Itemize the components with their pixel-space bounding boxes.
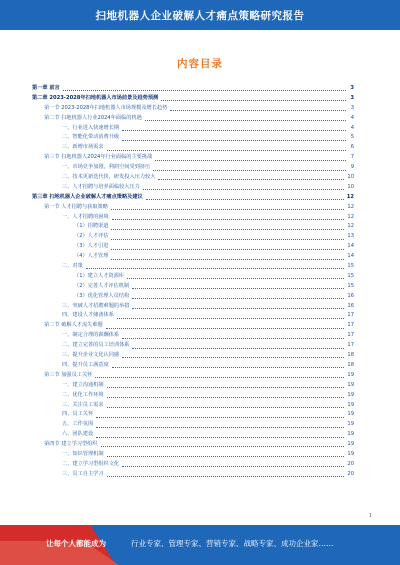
toc-entry-page: 18 xyxy=(345,361,354,371)
toc-leader-dots xyxy=(158,179,346,180)
toc-entry-label: 四、员工关怀 xyxy=(62,410,95,420)
toc-entry-page: 12 xyxy=(345,222,354,232)
toc-leader-dots xyxy=(111,249,346,250)
toc-entry-label: 第二节 破解人才流失难题 xyxy=(44,321,105,331)
toc-entry-page: 19 xyxy=(345,410,354,420)
toc-entry-page: 12 xyxy=(345,193,354,203)
toc-entry-label: 二、智能化带动消费升级 xyxy=(62,133,121,143)
toc-entry-label: 第二节 扫地机器人行业2024年面临的机遇 xyxy=(44,114,144,124)
toc-heading: 内容目录 xyxy=(177,58,223,70)
toc-entry-page: 19 xyxy=(345,450,354,460)
toc-entry-label: 三、新增市场需求 xyxy=(62,143,106,153)
toc-entry-page: 17 xyxy=(345,331,354,341)
toc-leader-dots xyxy=(153,170,346,171)
toc-leader-dots xyxy=(161,100,346,101)
footer-slogan: 让每个人都能成为 xyxy=(46,539,106,548)
toc-entry-page: 19 xyxy=(345,420,354,430)
toc-leader-dots xyxy=(112,219,346,220)
toc-entry-label: 一、行业进入快速增长期 xyxy=(62,124,121,134)
toc-entry-page: 14 xyxy=(345,252,354,262)
toc-leader-dots xyxy=(86,268,346,269)
toc-entry-page: 20 xyxy=(345,470,354,480)
toc-entry-page: 12 xyxy=(345,203,354,213)
toc-entry[interactable] xyxy=(32,450,354,460)
toc-entry-label: 一、制定合理的薪酬体系 xyxy=(62,331,121,341)
toc-entry-label: 三、关注员工需求 xyxy=(62,401,106,411)
toc-entry[interactable] xyxy=(32,242,354,252)
toc-entry-page: 15 xyxy=(345,272,354,282)
toc-entry[interactable] xyxy=(32,292,354,302)
toc-entry[interactable] xyxy=(32,470,354,480)
toc-entry-label: （3）人才引进 xyxy=(74,242,110,252)
toc-leader-dots xyxy=(112,367,346,368)
toc-leader-dots xyxy=(95,377,346,378)
toc-entry-page: 17 xyxy=(345,321,354,331)
toc-entry-label: （2）完善人才评估机制 xyxy=(74,282,131,292)
toc-entry-page: 14 xyxy=(345,242,354,252)
toc-entry-page: 19 xyxy=(345,371,354,381)
toc-entry-page: 16 xyxy=(345,302,354,312)
toc-entry[interactable] xyxy=(32,331,354,341)
toc-entry-page: 6 xyxy=(349,143,354,153)
toc-entry[interactable] xyxy=(32,430,354,440)
toc-entry[interactable] xyxy=(32,163,354,173)
toc-entry[interactable] xyxy=(32,311,354,321)
toc-entry-label: 四、提升员工满意度 xyxy=(62,361,111,371)
toc-entry-page: 10 xyxy=(345,183,354,193)
toc-leader-dots xyxy=(145,120,346,121)
toc-leader-dots xyxy=(96,427,346,428)
toc-entry-label: 一、知识管理机制 xyxy=(62,450,106,460)
toc-entry-label: 二、建立学习型组织文化 xyxy=(62,460,121,470)
toc-leader-dots xyxy=(107,397,346,398)
report-header xyxy=(0,0,400,30)
toc-entry-page: 3 xyxy=(348,84,354,94)
toc-entry[interactable] xyxy=(32,133,354,143)
toc-leader-dots xyxy=(132,348,346,349)
toc-leader-dots xyxy=(111,209,346,210)
toc-entry-label: 四、建设人才储备体系 xyxy=(62,311,116,321)
toc-entry-page: 19 xyxy=(345,391,354,401)
toc-leader-dots xyxy=(170,110,346,111)
table-of-contents xyxy=(32,84,354,480)
toc-leader-dots xyxy=(117,318,346,319)
toc-entry[interactable] xyxy=(32,440,354,450)
toc-leader-dots xyxy=(122,338,346,339)
toc-entry-page: 19 xyxy=(345,401,354,411)
toc-leader-dots xyxy=(107,407,346,408)
toc-entry[interactable] xyxy=(32,460,354,470)
toc-entry[interactable] xyxy=(32,262,354,272)
toc-entry-label: （1）建立人才资源库 xyxy=(74,272,126,282)
toc-leader-dots xyxy=(96,437,346,438)
toc-leader-dots xyxy=(146,199,346,200)
toc-entry[interactable] xyxy=(32,410,354,420)
toc-entry-label: 三、员工自主学习 xyxy=(62,470,106,480)
toc-entry-label: 二、对策 xyxy=(62,262,85,272)
toc-leader-dots xyxy=(132,308,346,309)
toc-entry-page: 7 xyxy=(349,153,354,163)
toc-leader-dots xyxy=(155,160,346,161)
toc-entry[interactable] xyxy=(32,104,354,114)
toc-entry[interactable] xyxy=(32,361,354,371)
toc-entry-page: 17 xyxy=(345,341,354,351)
toc-entry-page: 5 xyxy=(349,133,354,143)
toc-entry[interactable] xyxy=(32,114,354,124)
toc-entry[interactable] xyxy=(32,401,354,411)
toc-entry-label: 一、市场竞争加剧，利润空间受到挤压 xyxy=(62,163,152,173)
toc-leader-dots xyxy=(101,446,346,447)
toc-entry-page: 4 xyxy=(349,114,354,124)
toc-leader-dots xyxy=(96,417,346,418)
toc-leader-dots xyxy=(122,130,346,131)
toc-entry[interactable] xyxy=(32,193,354,203)
toc-entry[interactable] xyxy=(32,153,354,163)
toc-entry[interactable] xyxy=(32,213,354,223)
toc-leader-dots xyxy=(132,298,346,299)
toc-leader-dots xyxy=(143,189,346,190)
toc-entry-label: 二、优化工作环境 xyxy=(62,391,106,401)
report-title: 扫地机器人企业破解人才痛点策略研究报告 xyxy=(95,10,305,22)
toc-entry-label: 三、人才招聘与培养面临较大压力 xyxy=(62,183,142,193)
toc-entry-label: 第一章 前言 xyxy=(32,84,62,94)
toc-entry-label: （2）人才评估 xyxy=(74,232,110,242)
toc-leader-dots xyxy=(107,387,346,388)
toc-entry-label: 第二章 2023-2028年扫地机器人市场前景及趋势预测 xyxy=(32,94,160,104)
toc-entry-label: 二、建立完善的员工培训体系 xyxy=(62,341,131,351)
toc-entry[interactable] xyxy=(32,391,354,401)
toc-entry[interactable] xyxy=(32,143,354,153)
toc-entry-page: 10 xyxy=(345,173,354,183)
toc-leader-dots xyxy=(111,229,346,230)
toc-leader-dots xyxy=(132,288,346,289)
toc-entry-label: 第三章 扫地机器人企业破解人才痛点策略及建议 xyxy=(32,193,145,203)
toc-leader-dots xyxy=(111,239,346,240)
page-number: 1 xyxy=(368,513,372,519)
toc-entry-page: 4 xyxy=(349,124,354,134)
toc-entry-label: 第四节 建立学习型组织 xyxy=(44,440,100,450)
toc-entry-label: 五、工作氛围 xyxy=(62,420,95,430)
toc-entry[interactable] xyxy=(32,282,354,292)
toc-entry-page: 20 xyxy=(345,460,354,470)
toc-entry-page: 19 xyxy=(345,440,354,450)
toc-leader-dots xyxy=(127,278,346,279)
toc-entry-label: 三、提升企业文化认同感 xyxy=(62,351,121,361)
toc-entry[interactable] xyxy=(32,252,354,262)
toc-entry-page: 16 xyxy=(345,292,354,302)
toc-leader-dots xyxy=(107,456,346,457)
toc-entry[interactable] xyxy=(32,351,354,361)
toc-entry-page: 3 xyxy=(349,104,354,114)
toc-leader-dots xyxy=(122,466,346,467)
toc-entry[interactable] xyxy=(32,84,354,94)
toc-entry-page: 12 xyxy=(345,213,354,223)
toc-entry[interactable] xyxy=(32,272,354,282)
toc-entry-page: 19 xyxy=(345,430,354,440)
toc-leader-dots xyxy=(122,357,346,358)
toc-entry[interactable] xyxy=(32,173,354,183)
toc-entry-label: 一、建立沟通机制 xyxy=(62,381,106,391)
footer-banner xyxy=(0,525,400,565)
toc-entry-label: 三、突破人才招聘难题的举措 xyxy=(62,302,131,312)
toc-entry[interactable] xyxy=(32,124,354,134)
toc-entry-page: 17 xyxy=(345,311,354,321)
toc-entry[interactable] xyxy=(32,94,354,104)
toc-entry-page: 19 xyxy=(345,381,354,391)
footer-tagline: 行业专家、管理专家、营销专家、战略专家、成功企业家…… xyxy=(131,539,334,548)
toc-leader-dots xyxy=(107,476,346,477)
toc-entry[interactable] xyxy=(32,302,354,312)
toc-entry-label: （1）招聘渠道 xyxy=(74,222,110,232)
toc-entry[interactable] xyxy=(32,381,354,391)
toc-entry[interactable] xyxy=(32,341,354,351)
toc-entry[interactable] xyxy=(32,321,354,331)
toc-leader-dots xyxy=(63,90,346,91)
toc-entry[interactable] xyxy=(32,203,354,213)
toc-entry-label: 第三节 加强员工关怀 xyxy=(44,371,94,381)
toc-entry-label: 六、团队建设 xyxy=(62,430,95,440)
toc-entry[interactable] xyxy=(32,371,354,381)
toc-entry-page: 9 xyxy=(349,163,354,173)
toc-entry-label: 二、技术更新迭代快，研发投入压力较大 xyxy=(62,173,157,183)
toc-entry-page: 15 xyxy=(345,262,354,272)
toc-entry-label: 第一节 人才招聘与获取策略 xyxy=(44,203,110,213)
toc-entry-label: （3）优化管理人员结构 xyxy=(74,292,131,302)
toc-leader-dots xyxy=(122,140,346,141)
toc-entry-page: 13 xyxy=(345,232,354,242)
toc-leader-dots xyxy=(111,259,346,260)
toc-entry-page: 15 xyxy=(345,282,354,292)
toc-entry[interactable] xyxy=(32,420,354,430)
toc-entry-label: 第一节 2023-2028年扫地机器人市场规模及增长趋势 xyxy=(44,104,169,114)
toc-entry-page: 3 xyxy=(348,94,354,104)
toc-entry[interactable] xyxy=(32,222,354,232)
toc-entry[interactable] xyxy=(32,232,354,242)
toc-entry-label: （4）人才管理 xyxy=(74,252,110,262)
toc-entry-label: 一、人才招聘的困境 xyxy=(62,213,111,223)
toc-leader-dots xyxy=(107,150,346,151)
toc-entry-label: 第三节 扫地机器人2024年行业面临的主要挑战 xyxy=(44,153,154,163)
toc-entry[interactable] xyxy=(32,183,354,193)
toc-entry-page: 18 xyxy=(345,351,354,361)
toc-leader-dots xyxy=(106,328,346,329)
